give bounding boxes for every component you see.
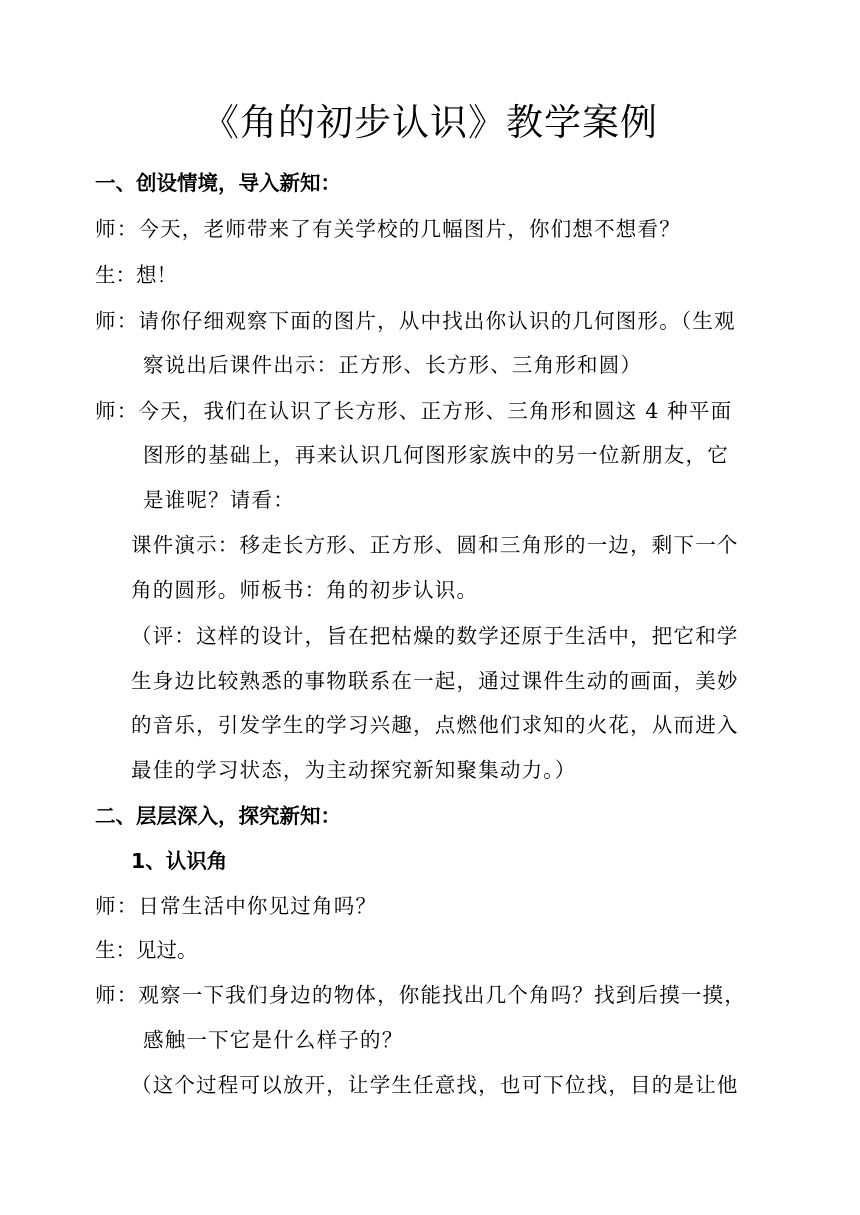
dialogue-continuation: 是谁呢？请看： xyxy=(143,488,295,512)
dialogue-line: 师：日常生活中你见过角吗？ xyxy=(95,894,378,918)
dialogue-continuation: 察说出后课件出示：正方形、长方形、三角形和圆） xyxy=(143,353,643,377)
note-line: 角的圆形。师板书：角的初步认识。 xyxy=(131,578,479,602)
comment-line: （这个过程可以放开，让学生任意找，也可下位找，目的是让他 xyxy=(131,1073,739,1097)
dialogue-line: 生：见过。 xyxy=(95,938,198,962)
dialogue-line: 师：请你仔细观察下面的图片，从中找出你认识的几何图形。（生观 xyxy=(95,309,736,333)
section-heading-2: 二、层层深入，探究新知： xyxy=(95,804,341,828)
dialogue-continuation: 感触一下它是什么样子的？ xyxy=(143,1028,404,1052)
comment-line: 的音乐，引发学生的学习兴趣，点燃他们求知的火花，从而进入 xyxy=(131,713,739,737)
dialogue-line: 师：观察一下我们身边的物体，你能找出几个角吗？找到后摸一摸， xyxy=(95,983,746,1007)
document-title: 《角的初步认识》教学案例 xyxy=(202,101,658,144)
dialogue-continuation: 图形的基础上，再来认识几何图形家族中的另一位新朋友，它 xyxy=(143,443,729,467)
comment-line: （评：这样的设计，旨在把枯燥的数学还原于生活中，把它和学 xyxy=(131,624,739,648)
note-line: 课件演示：移走长方形、正方形、圆和三角形的一边，剩下一个 xyxy=(131,533,739,557)
subsection-heading: 1、认识角 xyxy=(131,849,228,873)
dialogue-line: 生：想！ xyxy=(95,263,177,287)
comment-line: 生身边比较熟悉的事物联系在一起，通过课件生动的画面，美妙 xyxy=(131,669,739,693)
dialogue-line: 师：今天，老师带来了有关学校的几幅图片，你们想不想看？ xyxy=(95,217,681,241)
dialogue-line: 师：今天，我们在认识了长方形、正方形、三角形和圆这 4 种平面 xyxy=(95,399,733,423)
comment-line: 最佳的学习状态，为主动探究新知聚集动力。） xyxy=(131,758,577,782)
section-heading-1: 一、创设情境，导入新知： xyxy=(95,171,341,195)
